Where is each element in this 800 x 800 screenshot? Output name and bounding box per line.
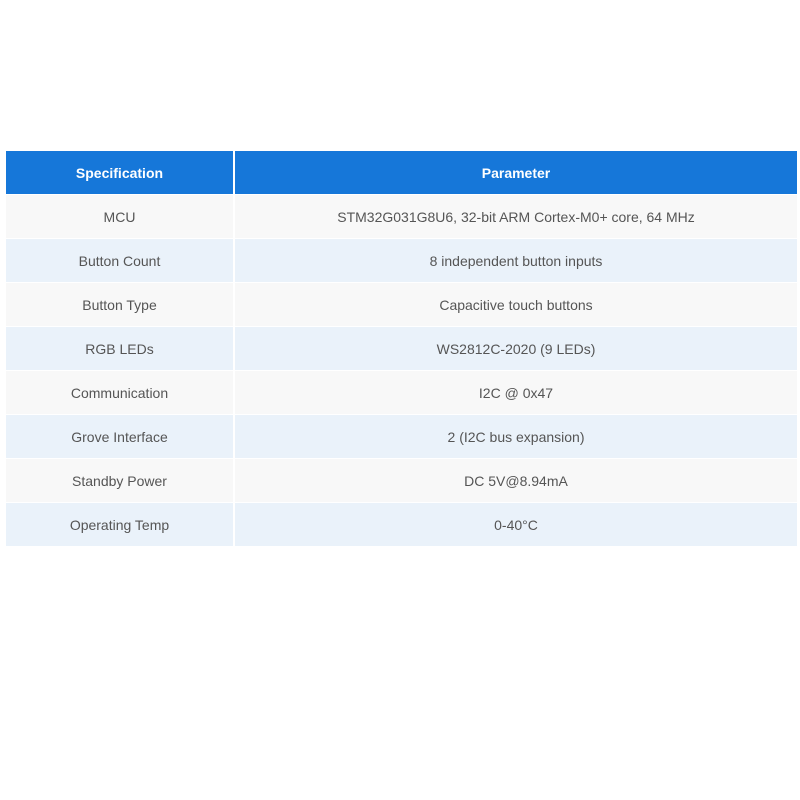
table-row xyxy=(6,459,797,503)
spec-cell: Button Type xyxy=(6,283,234,327)
param-cell: I2C @ 0x47 xyxy=(234,371,797,415)
param-cell: 2 (I2C bus expansion) xyxy=(234,415,797,459)
table-row xyxy=(6,503,797,547)
header-specification: Specification xyxy=(6,151,234,195)
param-cell: DC 5V@8.94mA xyxy=(234,459,797,503)
param-cell: 0-40°C xyxy=(234,503,797,547)
spec-cell: Button Count xyxy=(6,239,234,283)
spec-cell: Grove Interface xyxy=(6,415,234,459)
table-row xyxy=(6,371,797,415)
table-row xyxy=(6,195,797,239)
table-row xyxy=(6,283,797,327)
header-parameter: Parameter xyxy=(234,151,797,195)
param-cell: 8 independent button inputs xyxy=(234,239,797,283)
spec-cell: Standby Power xyxy=(6,459,234,503)
spec-cell: RGB LEDs xyxy=(6,327,234,371)
table-row xyxy=(6,239,797,283)
table-row xyxy=(6,415,797,459)
table-row xyxy=(6,327,797,371)
param-cell: Capacitive touch buttons xyxy=(234,283,797,327)
spec-table xyxy=(6,151,797,546)
table-header-row xyxy=(6,151,797,195)
spec-cell: Operating Temp xyxy=(6,503,234,547)
param-cell: WS2812C-2020 (9 LEDs) xyxy=(234,327,797,371)
param-cell: STM32G031G8U6, 32-bit ARM Cortex-M0+ core, 64 MHz xyxy=(234,195,797,239)
spec-cell: Communication xyxy=(6,371,234,415)
spec-cell: MCU xyxy=(6,195,234,239)
